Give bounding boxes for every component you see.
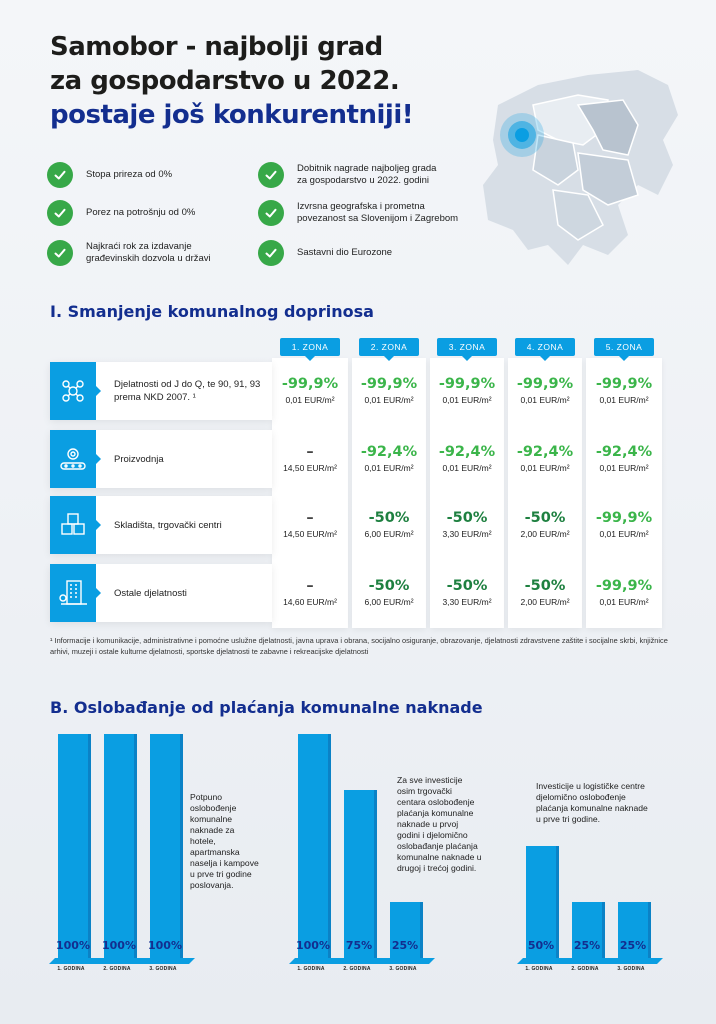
group-description: Potpuno oslobođenje komunalne naknade za hotele, apartmanska naselja i kampove u prve tri godine poslovanja.: [190, 792, 259, 890]
cell-percent: -50%: [524, 510, 566, 526]
table-cell: [272, 375, 348, 406]
check-icon: [47, 162, 73, 188]
cell-value: 0,01 EUR/m²: [285, 395, 335, 405]
feature-text: Sastavni dio Eurozone: [297, 247, 393, 258]
cell-value: 2,00 EUR/m²: [520, 597, 570, 607]
group-description: Za sve investicije osim trgovački centara oslobođenje plaćanja komunalne naknade u prvoj godini i djelomično oslobađanje plaćanja komunalne naknade u drugoj i trećoj godini.: [397, 775, 482, 873]
feature-text: Izvrsna geografska i prometna povezanost sa Slovenijom i Zagrebom: [297, 201, 459, 224]
zone-header: 5. ZONA: [594, 338, 654, 356]
cell-value: 3,30 EUR/m²: [442, 597, 492, 607]
title-line-1: Samobor - najbolji grad: [50, 32, 383, 62]
bar-floor: [49, 958, 195, 964]
cell-percent: -99,9%: [595, 376, 653, 392]
year-label: 3. GODINA: [617, 966, 645, 972]
table-row: [50, 362, 272, 420]
bar-value-label: 75%: [345, 939, 373, 952]
cell-percent: -50%: [368, 578, 410, 594]
year-label: 3. GODINA: [389, 966, 417, 972]
year-label: 2. GODINA: [103, 966, 131, 972]
bar-value-label: 100%: [102, 939, 136, 952]
cell-percent: –: [306, 510, 314, 526]
cell-value: 6,00 EUR/m²: [364, 597, 414, 607]
table-row: [50, 496, 272, 554]
bar-value-label: 50%: [527, 939, 555, 952]
table-cell: [507, 577, 583, 608]
cell-value: 0,01 EUR/m²: [599, 529, 649, 539]
bar-side: [180, 734, 183, 958]
table-row: [50, 564, 272, 622]
cell-value: 0,01 EUR/m²: [442, 395, 492, 405]
group-description: Investicije u logističke centre djelomično oslobođenje plaćanja komunalne naknade u prve tri godine.: [536, 781, 648, 824]
row-label: Skladišta, trgovački centri: [114, 519, 222, 531]
bar-side: [328, 734, 331, 958]
zone-header: 3. ZONA: [437, 338, 497, 356]
feature-text: Dobitnik nagrade najboljeg grada za gospodarstvo u 2022. godini: [297, 163, 437, 186]
table-cell: [586, 375, 662, 406]
cell-value: 0,01 EUR/m²: [520, 463, 570, 473]
cell-percent: -92,4%: [595, 444, 653, 460]
region-map-icon: [478, 45, 688, 295]
feature-item: [47, 200, 195, 226]
bar: [150, 734, 180, 958]
cell-value: 14,50 EUR/m²: [283, 529, 337, 539]
cell-percent: -92,4%: [516, 444, 574, 460]
cell-percent: -99,9%: [595, 578, 653, 594]
cell-percent: -99,9%: [516, 376, 574, 392]
table-cell: [351, 443, 427, 474]
bar: [344, 790, 374, 958]
feature-text: Porez na potrošnju od 0%: [86, 207, 196, 218]
table-cell: [429, 509, 505, 540]
cell-value: 14,60 EUR/m²: [283, 597, 337, 607]
table-cell: [507, 375, 583, 406]
table-cell: [586, 443, 662, 474]
table-cell: [272, 443, 348, 474]
section-2-title: B. Oslobađanje od plaćanja komunalne naknade: [50, 698, 483, 717]
cell-value: 0,01 EUR/m²: [364, 463, 414, 473]
check-icon: [258, 240, 284, 266]
year-label: 2. GODINA: [343, 966, 371, 972]
table-cell: [586, 509, 662, 540]
table-cell: [586, 577, 662, 608]
check-icon: [47, 240, 73, 266]
table-cell: [351, 375, 427, 406]
cell-percent: -99,9%: [360, 376, 418, 392]
bar-floor: [289, 958, 435, 964]
cell-percent: -92,4%: [438, 444, 496, 460]
bar-side: [134, 734, 137, 958]
cell-percent: -99,9%: [595, 510, 653, 526]
table-cell: [507, 509, 583, 540]
cell-value: 0,01 EUR/m²: [599, 597, 649, 607]
table-cell: [272, 509, 348, 540]
check-icon: [258, 200, 284, 226]
table-cell: [351, 577, 427, 608]
title-line-2: za gospodarstvo u 2022.: [50, 66, 400, 96]
bar: [104, 734, 134, 958]
row-label: Proizvodnja: [114, 453, 164, 465]
row-label: Ostale djelatnosti: [114, 587, 187, 599]
cell-percent: -92,4%: [360, 444, 418, 460]
table-cell: [272, 577, 348, 608]
feature-item: [258, 162, 436, 188]
footnote: ¹ Informacije i komunikacije, administrativne i pomoćne uslužne djelatnosti, javna uprava i obrana, socijalno osiguranje, obrazovanje, djelatnosti zdravstvene zaštite i socijalne skrbi, knjižnice arhivi, muzeji i ostale kulturne djelatnosti, sportske djelatnosti te zabavne i rekreacijske djelatnosti: [50, 636, 668, 656]
check-icon: [258, 162, 284, 188]
bar-value-label: 100%: [56, 939, 90, 952]
bar-floor: [517, 958, 663, 964]
cell-percent: -50%: [524, 578, 566, 594]
zone-header: 4. ZONA: [515, 338, 575, 356]
table-cell: [429, 577, 505, 608]
cell-percent: -99,9%: [281, 376, 339, 392]
table-cell: [351, 509, 427, 540]
table-cell: [429, 375, 505, 406]
zone-header: 2. ZONA: [359, 338, 419, 356]
cell-percent: -50%: [446, 510, 488, 526]
cell-value: 2,00 EUR/m²: [520, 529, 570, 539]
bar-side: [374, 790, 377, 958]
bar-value-label: 25%: [573, 939, 601, 952]
bar: [58, 734, 88, 958]
cell-value: 6,00 EUR/m²: [364, 529, 414, 539]
section-1-title: I. Smanjenje komunalnog doprinosa: [50, 302, 374, 321]
year-label: 1. GODINA: [57, 966, 85, 972]
feature-item: [47, 162, 172, 188]
cell-value: 14,50 EUR/m²: [283, 463, 337, 473]
cell-value: 0,01 EUR/m²: [442, 463, 492, 473]
feature-text: Stopa prireza od 0%: [86, 169, 173, 180]
page-title: [50, 30, 450, 132]
bar-value-label: 100%: [148, 939, 182, 952]
bar-side: [88, 734, 91, 958]
year-label: 1. GODINA: [297, 966, 325, 972]
zone-header: 1. ZONA: [280, 338, 340, 356]
feature-item: [47, 240, 211, 266]
cell-percent: –: [306, 578, 314, 594]
title-line-3: postaje još konkurentniji!: [50, 100, 414, 130]
cell-percent: –: [306, 444, 314, 460]
row-label: Djelatnosti od J do Q, te 90, 91, 93 prema NKD 2007. ¹: [114, 379, 261, 403]
cell-value: 0,01 EUR/m²: [364, 395, 414, 405]
building-icon: [50, 564, 96, 622]
table-cell: [507, 443, 583, 474]
table-row: [50, 430, 272, 488]
bar-value-label: 25%: [391, 939, 419, 952]
cell-value: 0,01 EUR/m²: [599, 395, 649, 405]
cell-value: 0,01 EUR/m²: [599, 463, 649, 473]
bar-value-label: 100%: [296, 939, 330, 952]
bar-value-label: 25%: [619, 939, 647, 952]
year-label: 1. GODINA: [525, 966, 553, 972]
cell-percent: -99,9%: [438, 376, 496, 392]
feature-item: [258, 240, 392, 266]
cell-value: 3,30 EUR/m²: [442, 529, 492, 539]
feature-item: [258, 200, 458, 226]
year-label: 2. GODINA: [571, 966, 599, 972]
feature-text: Najkraći rok za izdavanje građevinskih dozvola u državi: [86, 241, 211, 264]
cell-percent: -50%: [446, 578, 488, 594]
warehouse-boxes-icon: [50, 496, 96, 554]
table-cell: [429, 443, 505, 474]
year-label: 3. GODINA: [149, 966, 177, 972]
cell-percent: -50%: [368, 510, 410, 526]
check-icon: [47, 200, 73, 226]
conveyor-gear-icon: [50, 430, 96, 488]
bar: [298, 734, 328, 958]
network-people-icon: [50, 362, 96, 420]
cell-value: 0,01 EUR/m²: [520, 395, 570, 405]
